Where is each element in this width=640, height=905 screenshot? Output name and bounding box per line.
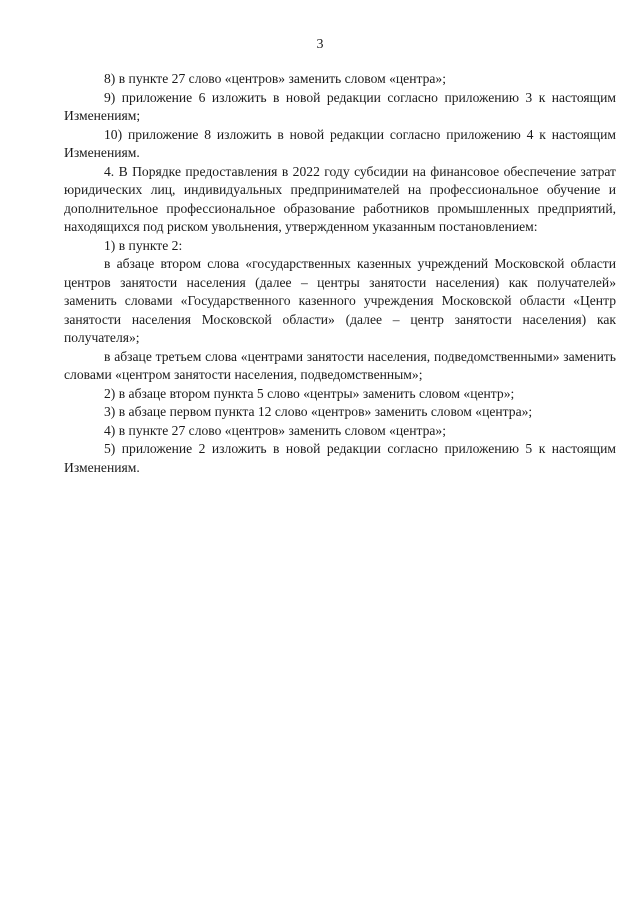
paragraph-abzac-2: в абзаце втором слова «государственных казенных учреждений Московской области центров занятости населения (далее – центры занятости населения) как получателей» заменить словами «Государственного казенного учреждения Московской области «Центр занятости населения Московской области» (далее – центр занятости населения) как получателя»; <box>64 256 616 345</box>
paragraph-item-8: 8) в пункте 27 слово «центров» заменить словом «центра»; <box>104 71 447 86</box>
paragraph-section-4: 4. В Порядке предоставления в 2022 году субсидии на финансовое обеспечение затрат юридических лиц, индивидуальных предпринимателей на профессиональное обучение и дополнительное профессиональное образование работников промышленных предприятий, находящихся под риском увольнения, утвержденном указанным постановлением: <box>64 163 616 234</box>
paragraph-item-10: 10) приложение 8 изложить в новой редакции согласно приложению 4 к настоящим Изменениям. <box>64 126 616 160</box>
paragraph-subitem-3: 3) в абзаце первом пункта 12 слово «центров» заменить словом «центра»; <box>104 404 533 419</box>
paragraph-item-9: 9) приложение 6 изложить в новой редакции согласно приложению 3 к настоящим Изменениям; <box>64 89 616 123</box>
paragraph-subitem-2: 2) в абзаце втором пункта 5 слово «центры» заменить словом «центр»; <box>104 385 515 401</box>
page-number: 3 <box>316 37 324 52</box>
paragraph-subitem-4: 4) в пункте 27 слово «центров» заменить словом «центра»; <box>104 422 447 438</box>
paragraph-subitem-1: 1) в пункте 2: <box>104 237 183 253</box>
document-body <box>64 70 616 477</box>
paragraph-abzac-3: в абзаце третьем слова «центрами занятости населения, подведомственными» заменить словами «центром занятости населения, подведомственным»; <box>64 348 616 382</box>
paragraph-subitem-5: 5) приложение 2 изложить в новой редакции согласно приложению 5 к настоящим Изменениям. <box>64 441 616 475</box>
